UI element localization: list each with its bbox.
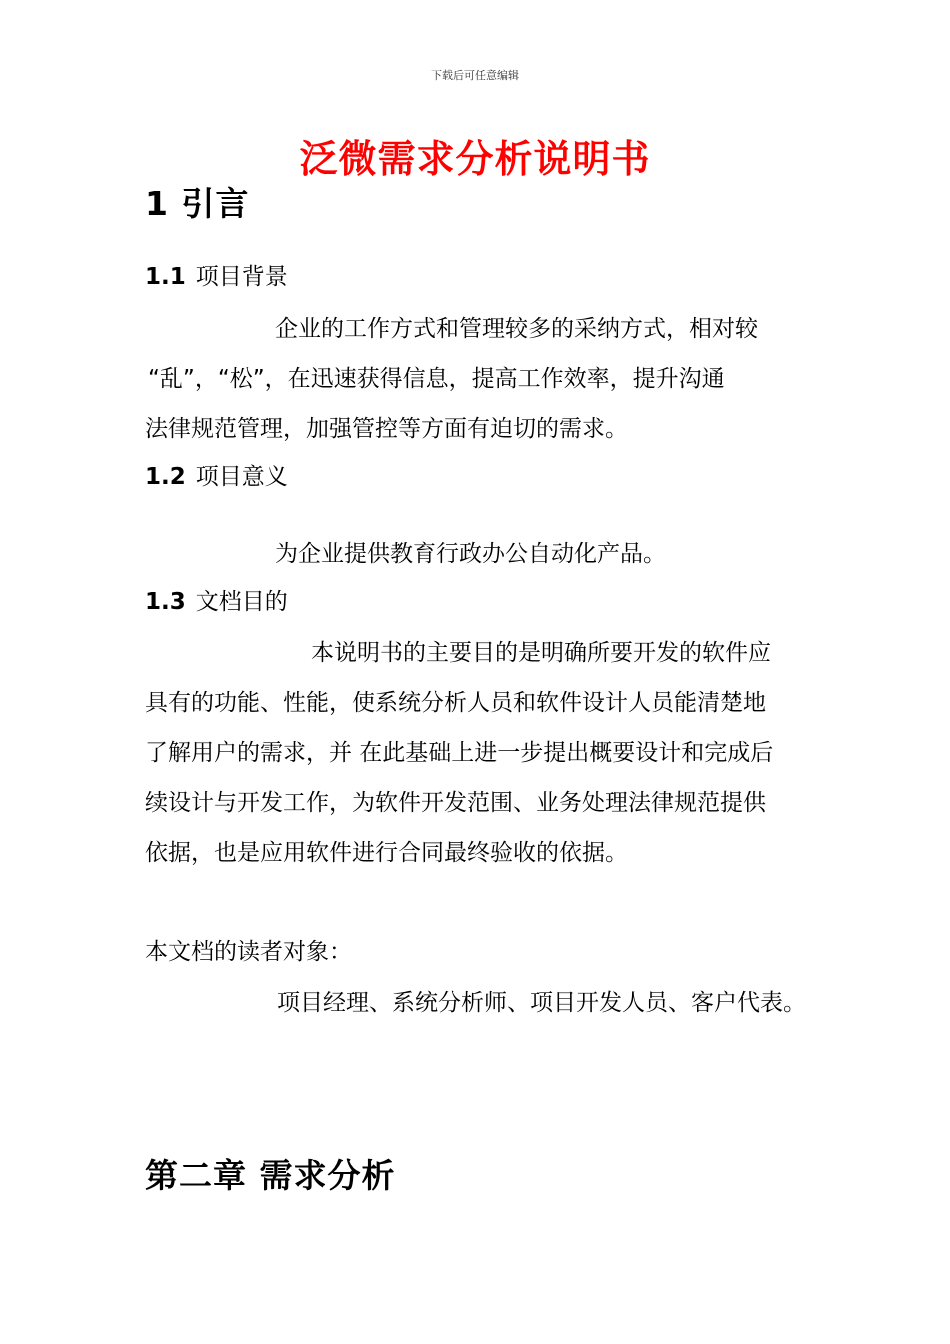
chapter-2-heading: 第二章 需求分析 [145, 1156, 396, 1195]
header-note: 下载后可任意编辑 [431, 69, 519, 82]
paragraph-line: “乱”，“松”，在迅速获得信息，提高工作效率，提升沟通 [148, 366, 725, 392]
paragraph-line: 企业的工作方式和管理较多的采纳方式，相对较 [275, 316, 758, 342]
paragraph-line: 本说明书的主要目的是明确所要开发的软件应 [311, 640, 771, 666]
paragraph-line: 续设计与开发工作，为软件开发范围、业务处理法律规范提供 [145, 790, 766, 816]
section-number: 1.1 [145, 264, 186, 290]
readers-list: 项目经理、系统分析师、项目开发人员、客户代表。 [277, 990, 806, 1016]
paragraph-line: 法律规范管理，加强管控等方面有迫切的需求。 [145, 416, 628, 442]
section-number: 1.2 [145, 464, 186, 490]
section-title: 项目意义 [195, 464, 288, 490]
paragraph-line: 了解用户的需求，并 在此基础上进一步提出概要设计和完成后 [145, 740, 774, 766]
paragraph-line: 为企业提供教育行政办公自动化产品。 [275, 541, 666, 567]
section-1-1-heading [145, 258, 288, 291]
paragraph-line: 依据，也是应用软件进行合同最终验收的依据。 [145, 840, 628, 866]
section-number: 1.3 [145, 589, 186, 615]
section-1-3-heading [145, 583, 288, 616]
section-title: 文档目的 [195, 589, 288, 615]
section-1-2-heading [145, 458, 288, 491]
paragraph-line: 具有的功能、性能，使系统分析人员和软件设计人员能清楚地 [145, 690, 766, 716]
chapter-1-heading: 1 引言 [145, 184, 250, 223]
document-title: 泛微需求分析说明书 [299, 136, 651, 181]
section-title: 项目背景 [195, 264, 288, 290]
readers-label: 本文档的读者对象： [145, 939, 352, 965]
